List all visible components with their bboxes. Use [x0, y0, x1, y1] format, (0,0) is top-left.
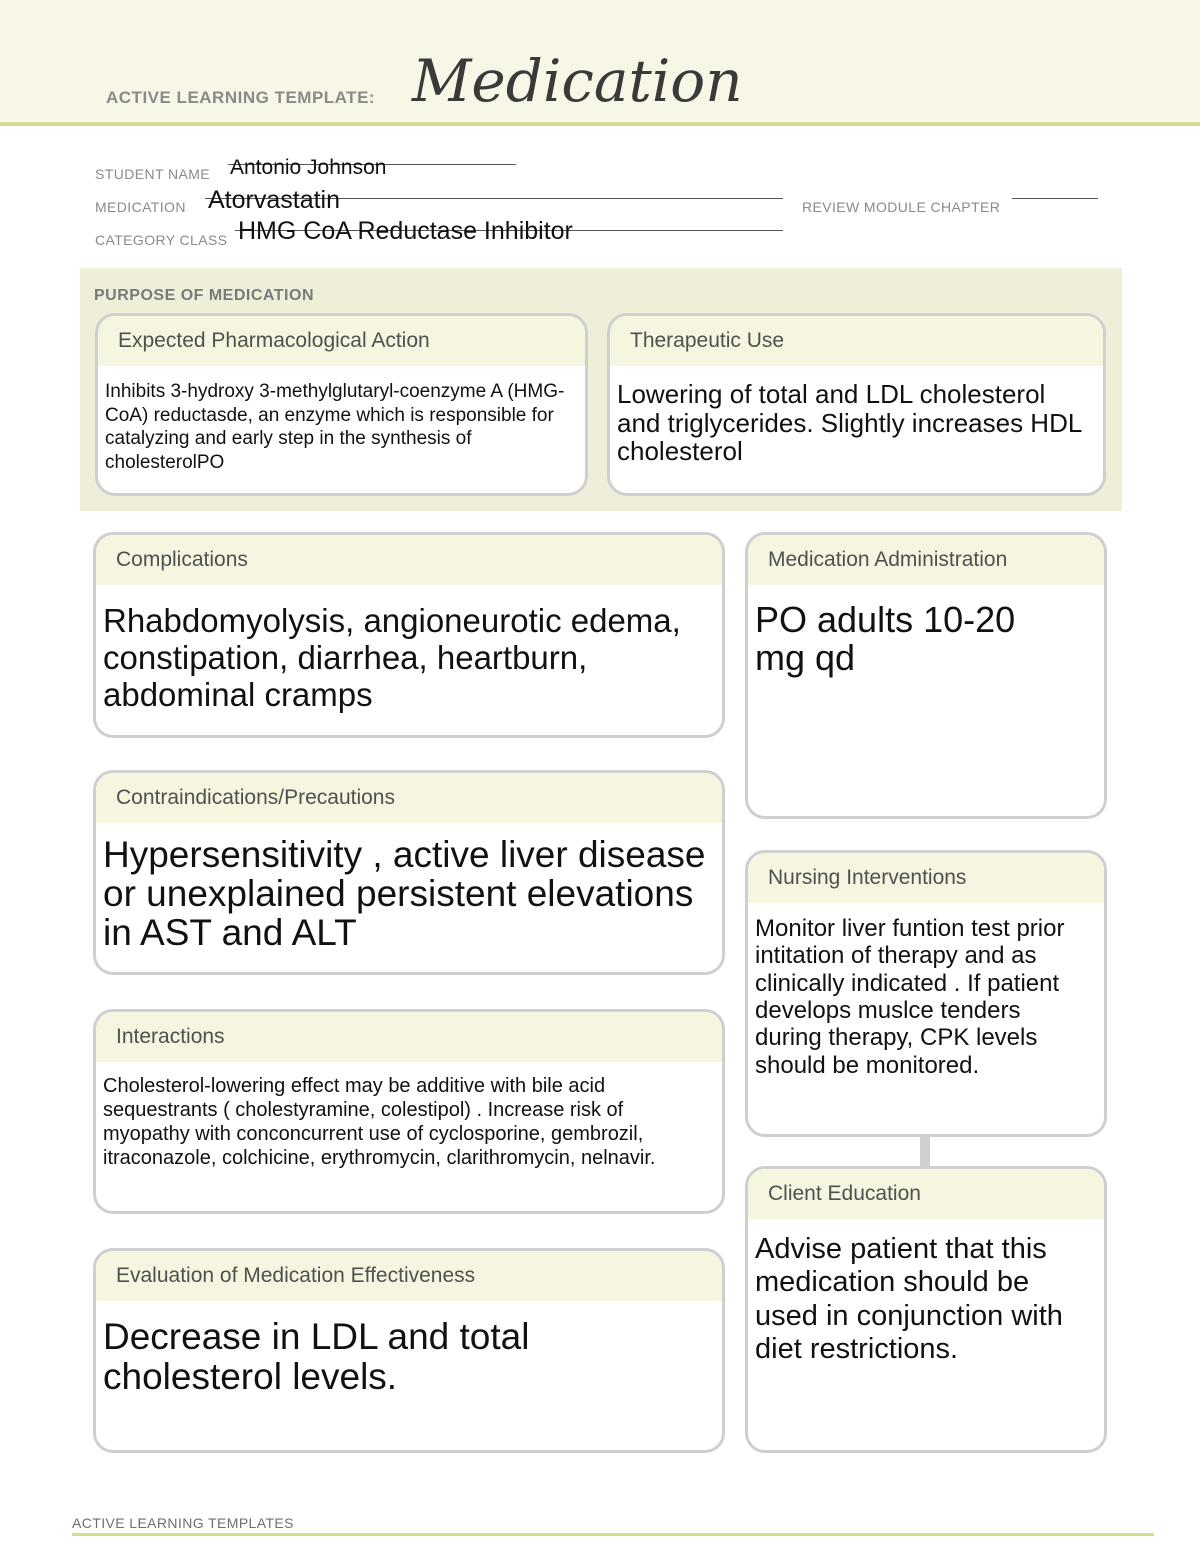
medication-field[interactable]: Atorvastatin [208, 186, 341, 214]
client-education-card [745, 1166, 1107, 1453]
review-module-line [1012, 198, 1098, 199]
administration-title: Medication Administration [748, 535, 1104, 585]
template-label: ACTIVE LEARNING TEMPLATE: [106, 88, 376, 107]
client-education-title: Client Education [748, 1169, 1104, 1219]
review-module-label: REVIEW MODULE CHAPTER [802, 199, 1001, 215]
category-class-label: CATEGORY CLASS [95, 232, 228, 248]
expected-action-text[interactable]: Inhibits 3-hydroxy 3-methylglutaryl-coenzyme A (HMG-CoA) reductasde, an enzyme which is responsible for catalyzing and early step in the synthesis of cholesterolPO [105, 381, 565, 473]
expected-action-title: Expected Pharmacological Action [98, 316, 585, 366]
nursing-title: Nursing Interventions [748, 853, 1104, 903]
contraindications-text[interactable]: Hypersensitivity , active liver disease or unexplained persistent elevations in AST and ALT [103, 834, 706, 954]
interactions-title: Interactions [96, 1012, 722, 1062]
administration-card [745, 532, 1107, 819]
purpose-label: PURPOSE OF MEDICATION [94, 287, 314, 304]
therapeutic-use-title: Therapeutic Use [610, 316, 1103, 366]
therapeutic-use-card [607, 313, 1106, 496]
nursing-text[interactable]: Monitor liver funtion test prior intitation of therapy and as clinically indicated . If patient develops muslce tenders during therapy, CPK levels should be monitored. [755, 915, 1065, 1079]
nursing-card [745, 850, 1107, 1137]
interactions-text[interactable]: Cholesterol-lowering effect may be additive with bile acid sequestrants ( cholestyramine, colestipol) . Increase risk of myopathy with conconcurrent use of cyclosporine, gembrozil, itraconazole, colchicine, erythromycin, clarithromycin, nelnavir. [103, 1075, 656, 1169]
contraindications-card [93, 770, 725, 975]
evaluation-title: Evaluation of Medication Effectiveness [96, 1251, 722, 1301]
complications-text[interactable]: Rhabdomyolysis, angioneurotic edema, constipation, diarrhea, heartburn, abdominal cramps [103, 602, 681, 713]
header-rule [0, 122, 1200, 126]
complications-card [93, 532, 725, 738]
expected-action-card [95, 313, 588, 496]
category-class-field[interactable]: HMG CoA Reductase Inhibitor [238, 217, 573, 245]
therapeutic-use-text[interactable]: Lowering of total and LDL cholesterol and triglycerides. Slightly increases HDL cholesterol [617, 379, 1082, 467]
evaluation-card [93, 1248, 725, 1453]
contraindications-title: Contraindications/Precautions [96, 773, 722, 823]
footer-rule [72, 1533, 1154, 1536]
interactions-card [93, 1009, 725, 1214]
footer-label: ACTIVE LEARNING TEMPLATES [72, 1515, 294, 1531]
medication-label: MEDICATION [95, 199, 186, 215]
evaluation-text[interactable]: Decrease in LDL and total cholesterol levels. [103, 1316, 530, 1397]
nursing-education-connector [920, 1135, 930, 1167]
student-name-label: STUDENT NAME [95, 166, 210, 182]
client-education-text[interactable]: Advise patient that this medication should be used in conjunction with diet restrictions. [755, 1233, 1063, 1366]
administration-text[interactable]: PO adults 10-20 mg qd [755, 599, 1016, 678]
page-title: Medication [412, 47, 743, 115]
complications-title: Complications [96, 535, 722, 585]
student-name-field[interactable]: Antonio Johnson [230, 156, 387, 179]
